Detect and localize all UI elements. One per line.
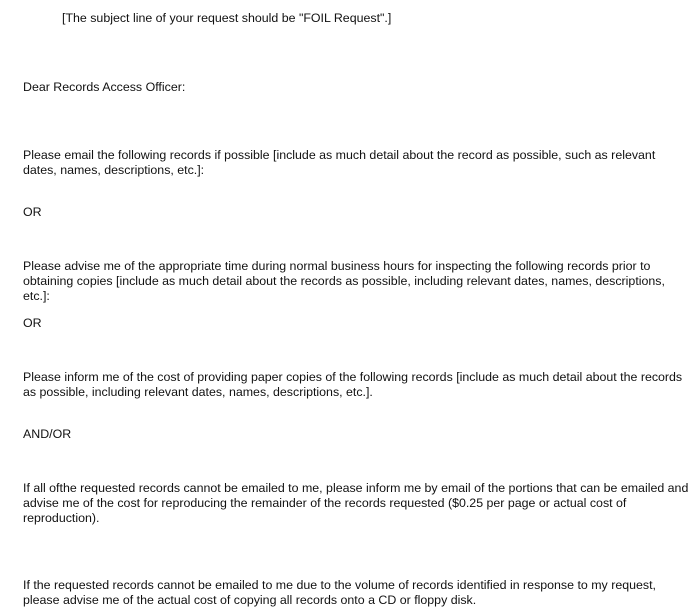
- or-separator-2: OR: [23, 316, 42, 330]
- email-request-paragraph: Please email the following records if possible [include as much detail about the record as possible, such as relevant dates, names, descriptions, etc.]:: [23, 148, 656, 177]
- or-separator-1: OR: [23, 205, 42, 219]
- partial-email-paragraph: If all ofthe requested records cannot be emailed to me, please inform me by email of the portions that can be emailed and advise me of the cost for reproducing the remainder of the records requested ($0.25 per page or actual cost of reproduction).: [23, 481, 689, 525]
- subject-line-note: [The subject line of your request should be "FOIL Request".]: [62, 11, 392, 25]
- copy-cost-paragraph: Please inform me of the cost of providing paper copies of the following records [include as much detail about the records as possible, including relevant dates, names, descriptions, etc.].: [23, 370, 683, 399]
- and-or-separator: AND/OR: [23, 427, 72, 441]
- inspection-request-paragraph: Please advise me of the appropriate time during normal business hours for inspecting the following records prior to obtaining copies [include as much detail about the records as possible, including relevant dates, names, descriptions, etc.]:: [23, 259, 665, 303]
- salutation: Dear Records Access Officer:: [23, 80, 186, 94]
- volume-cd-paragraph: If the requested records cannot be emailed to me due to the volume of records identified in response to my request, please advise me of the actual cost of copying all records onto a CD or floppy disk.: [23, 578, 656, 607]
